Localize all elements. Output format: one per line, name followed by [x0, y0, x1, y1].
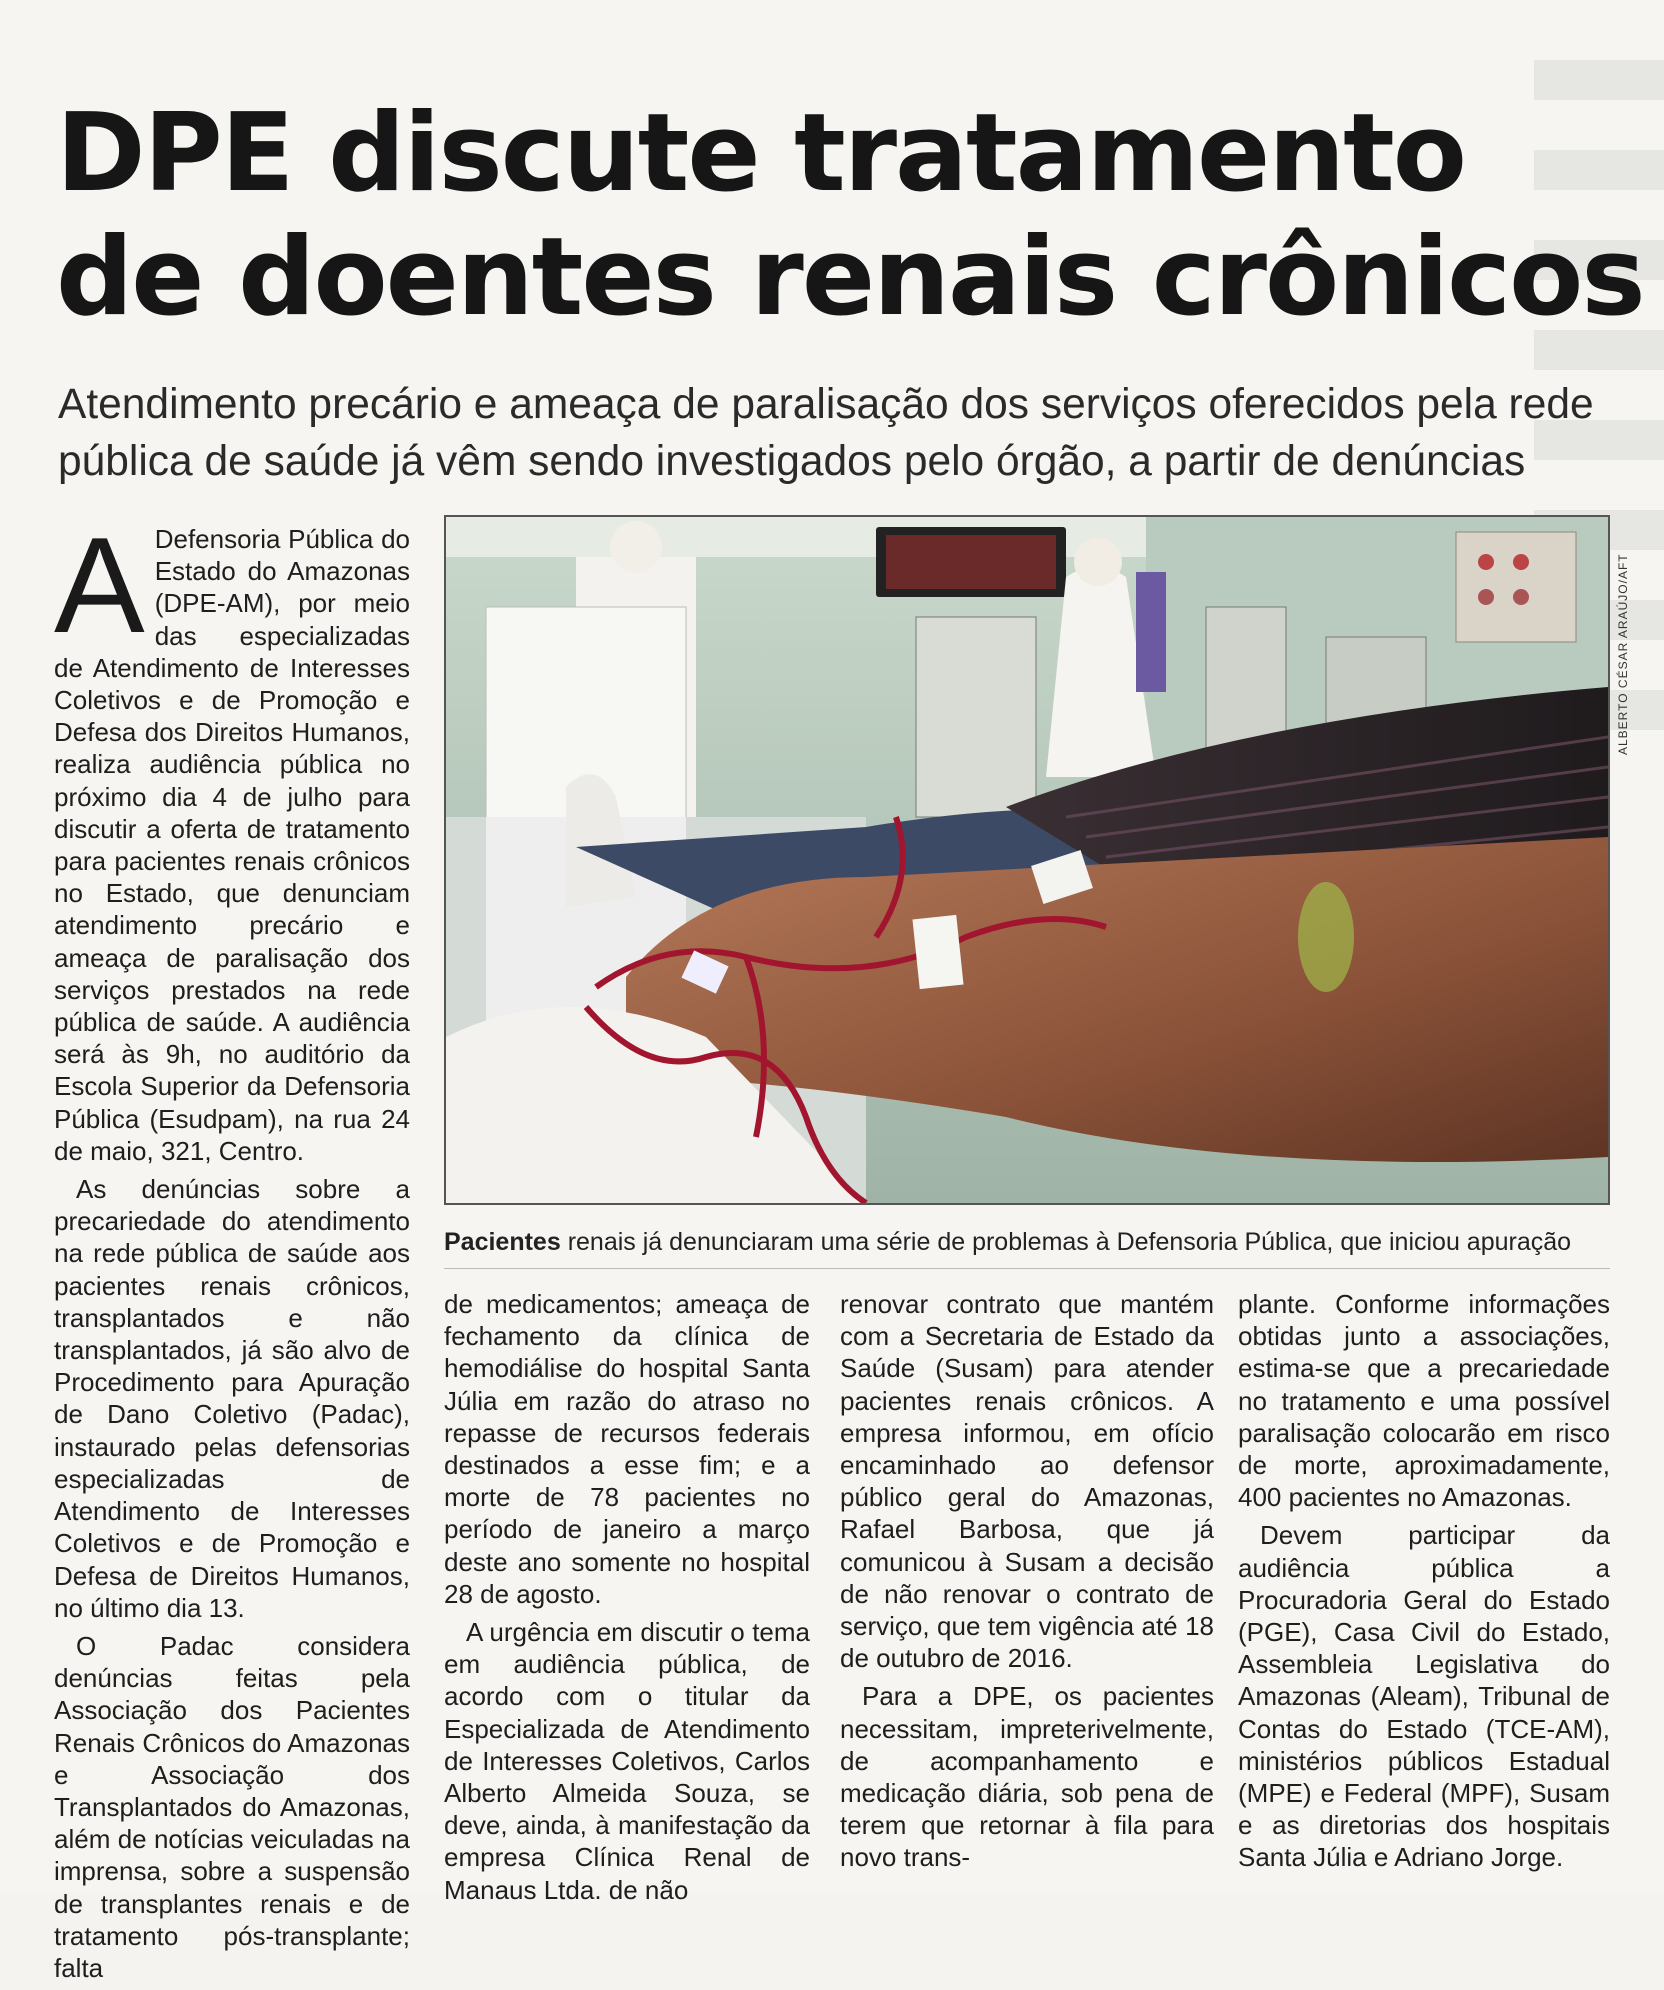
headline-line-1: DPE discute tratamento	[56, 91, 1465, 216]
column-3	[840, 1288, 1214, 1880]
paragraph-1	[54, 509, 410, 1167]
paragraph-2: As denúncias sobre a precariedade do atendimento na rede pública de saúde aos pacientes renais crônicos, transplantados e não transplantados, já são alvo de Procedimento para Apuração de Dano Coletivo (Padac), instaurado pelas defensorias especializadas de Atendimento de Interesses Coletivos e de Promoção e Defesa de Direitos Humanos, no último dia 13.	[54, 1174, 410, 1623]
column-4	[1238, 1288, 1610, 1880]
paragraph-4: de medicamentos; ameaça de fechamento da clínica de hemodiálise do hospital Santa Júlia em razão do atraso no repasse de recursos federais destinados a esse fim; e a morte de 78 pacientes no período de janeiro a março deste ano somente no hospital 28 de agosto.	[444, 1289, 810, 1609]
deck-line-1: Atendimento precário e ameaça de paralisação dos serviços oferecidos pela rede	[58, 381, 1594, 428]
paragraph-6: renovar contrato que mantém com a Secretaria de Estado da Saúde (Susam) para atender pacientes renais crônicos. A empresa informou, em ofício encaminhado ao defensor público geral do Amazonas, Rafael Barbosa, que já comunicou à Susam a decisão de não renovar o contrato de serviço, que tem vigência até 18 de outubro de 2016.	[840, 1289, 1214, 1674]
paragraph-5: A urgência em discutir o tema em audiência pública, de acordo com o titular da Especializada de Atendimento de Interesses Coletivos, Carlos Alberto Almeida Souza, se deve, ainda, à manifestação da empresa Clínica Renal de Manaus Ltda. de não	[444, 1617, 810, 1905]
headline-line-2: de doentes renais crônicos	[56, 215, 1644, 340]
column-1	[54, 509, 410, 1990]
paragraph-9: Devem participar da audiência pública a Procuradoria Geral do Estado (PGE), Casa Civil do Estado, Assembleia Legislativa do Amazonas (Aleam), Tribunal de Contas do Estado (TCE-AM), ministérios públicos Estadual (MPE) e Federal (MPF), Susam e as diretorias dos hospitais Santa Júlia e Adriano Jorge.	[1238, 1520, 1610, 1873]
headline	[56, 91, 1644, 340]
article-photo	[444, 515, 1610, 1205]
paragraph-7: Para a DPE, os pacientes necessitam, impreterivelmente, de acompanhamento e medicação diária, sob pena de terem que retornar à fila para novo trans-	[840, 1681, 1214, 1873]
photo-credit: ALBERTO CÉSAR ARAÚJO/AFT	[1616, 553, 1630, 755]
paragraph-3: O Padac considera denúncias feitas pela Associação dos Pacientes Renais Crônicos do Amazonas e Associação dos Transplantados do Amazonas, além de notícias veiculadas na imprensa, sobre a suspensão de transplantes renais e de tratamento pós-transplante; falta	[54, 1630, 410, 1983]
paragraph-1-text: Defensoria Pública do Estado do Amazonas (DPE-AM), por meio das especializadas de Atendimento de Interesses Coletivos e de Promoção e Defesa dos Direitos Humanos, realiza audiência pública no próximo dia 4 de julho para discutir a oferta de tratamento para pacientes renais crônicos no Estado, que denunciam atendimento precário e ameaça de paralisação dos serviços prestados na rede pública de saúde. A audiência será às 9h, no auditório da Escola Superior da Defensoria Pública (Esudpam), na rua 24 de maio, 321, Centro.	[54, 524, 410, 1166]
deck-subheadline	[58, 376, 1618, 490]
paragraph-8: plante. Conforme informações obtidas junto a associações, estima-se que a precariedade no tratamento e uma possível paralisação colocarão em risco de morte, aproximadamente, 400 pacientes no Amazonas.	[1238, 1289, 1610, 1513]
caption-text: renais já denunciaram uma série de problemas à Defensoria Pública, que iniciou apuração	[560, 1228, 1572, 1256]
photo-caption	[444, 1226, 1610, 1258]
column-2	[444, 1288, 810, 1912]
drop-cap: A	[54, 509, 145, 661]
caption-divider	[444, 1268, 1610, 1269]
caption-lead: Pacientes	[444, 1228, 561, 1256]
deck-line-2: pública de saúde já vêm sendo investigados pelo órgão, a partir de denúncias	[58, 438, 1526, 485]
